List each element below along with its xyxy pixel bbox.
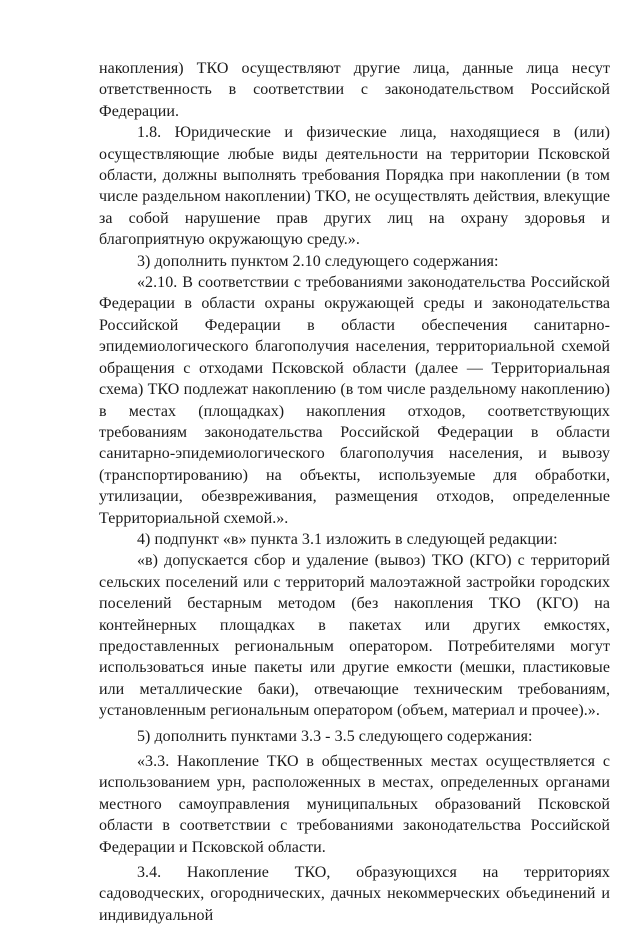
paragraph-continuation: накопления) ТКО осуществляют другие лица, данные лица несут ответственность в соответствии с законодательством Российской Федерации. [99, 60, 610, 120]
paragraph-3-4: 3.4. Накопление ТКО, образующихся на территориях садоводческих, огороднических, дачных некоммерческих объединений и индивидуальной [99, 864, 610, 924]
paragraph-1-8: 1.8. Юридические и физические лица, находящиеся в (или) осуществляющие любые виды деятельности на территории Псковской области, должны выполнять требования Порядка при накоплении (в том числе раздельном накоплении) ТКО, не осуществлять действия, влекущие за собой нарушение прав других лиц на охрану здоровья и благоприятную окружающую среду.». [99, 124, 610, 249]
paragraph-item-5: 5) дополнить пунктами 3.3 - 3.5 следующего содержания: [137, 727, 533, 745]
paragraph-3-3: «3.3. Накопление ТКО в общественных местах осуществляется с использованием урн, расположенных в местах, определенных органами местного самоуправления муниципальных образований Псковской области в соответствии с требованиями законодательства Российской Федерации и Псковской области. [99, 753, 610, 856]
paragraph-item-4: 4) подпункт «в» пункта 3.1 изложить в следующей редакции: [137, 530, 558, 548]
paragraph-2-10: «2.10. В соответствии с требованиями законодательства Российской Федерации в области охраны окружающей среды и законодательства Российской Федерации в области обеспечения санитарно-эпидемиологического благополучия населения, территориальной схемой обращения с отходами Псковской области (далее — Территориальная схема) ТКО подлежат накоплению (в том числе раздельному накоплению) в местах (площадках) накопления отходов, соответствующих требованиям законодательства Российской Федерации в области санитарно-эпидемиологического благополучия населения, и вывозу (транспортированию) на объекты, используемые для обработки, утилизации, обезвреживания, размещения отходов, определенные Территориальной схемой.». [99, 274, 610, 527]
paragraph-item-3: 3) дополнить пунктом 2.10 следующего содержания: [137, 252, 499, 270]
paragraph-subitem-v: «в) допускается сбор и удаление (вывоз) ТКО (КГО) с территорий сельских поселений или с территорий малоэтажной застройки городских поселений бестарным методом (без накопления ТКО (КГО) на контейнерных площадках в пакетах или других емкостях, предоставленных региональным оператором. Потребителями могут использоваться иные пакеты или другие емкости (мешки, пластиковые или металлические баки), отвечающие техническим требованиям, установленным региональным оператором (объем, материал и прочее).». [99, 552, 610, 720]
document-body [99, 58, 610, 926]
